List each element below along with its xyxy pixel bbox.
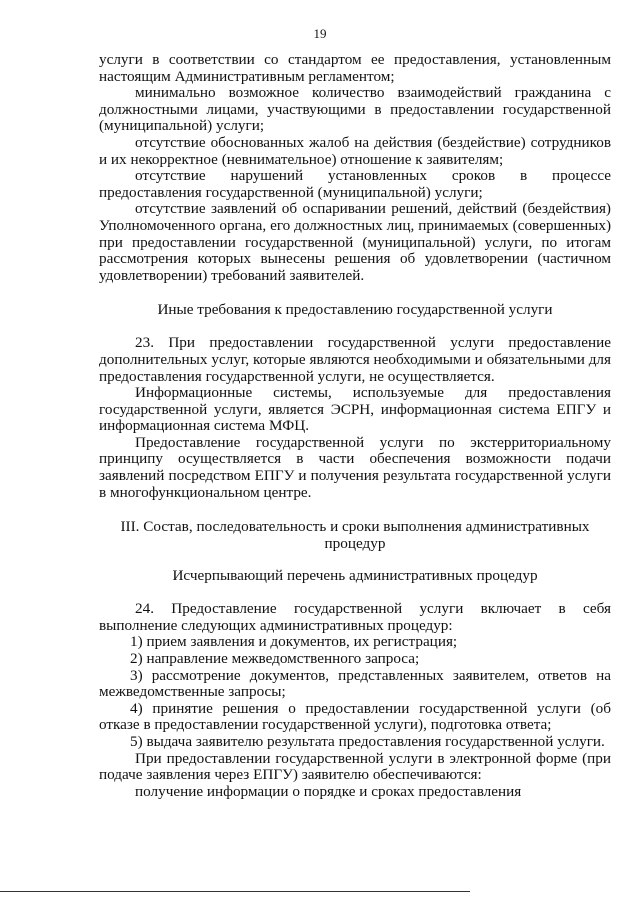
footer-rule	[0, 891, 470, 892]
document-body	[99, 52, 611, 800]
list-item: 4) принятие решения о предоставлении государственной услуги (об отказе в предоставлении государственной услуги), подготовка ответа;	[99, 699, 611, 734]
list-item: 2) направление межведомственного запроса;	[130, 650, 420, 668]
list-item: 5) выдача заявителю результата предоставления государственной услуги.	[130, 733, 605, 750]
paragraph: 23. При предоставлении государственной услуги предоставление дополнительных услуг, которые являются необходимыми и обязательными для предоставления государственной услуги, не осуществляется.	[99, 334, 611, 385]
list-item: 3) рассмотрение документов, представленных заявителем, ответов на межведомственные запросы;	[99, 666, 611, 701]
list-item: 1) прием заявления и документов, их регистрация;	[130, 633, 458, 651]
paragraph: получение информации о порядке и сроках предоставления	[135, 782, 522, 800]
paragraph: 24. Предоставление государственной услуги включает в себя выполнение следующих административных процедур:	[99, 600, 611, 634]
section-heading: Иные требования к предоставлению государственной услуги	[157, 301, 553, 319]
paragraph: минимально возможное количество взаимодействий гражданина с должностными лицами, участвующими в предоставлении государственной (муниципальной) услуги;	[99, 84, 611, 135]
paragraph: При предоставлении государственной услуги в электронной форме (при подаче заявления через ЕПГУ) заявителю обеспечиваются:	[99, 749, 611, 784]
paragraph: Информационные системы, используемые для предоставления государственной услуги, является ЭСРН, информационная система ЕПГУ и информационная система МФЦ.	[99, 384, 611, 435]
paragraph: отсутствие заявлений об оспаривании решений, действий (бездействия) Уполномоченного органа, его должностных лиц, принимаемых (совершенных) при предоставлении государственной (муниципальной) услуги, по итогам рассмотрения которых вынесены решения об удовлетворении (частичном удовлетворении) требований заявителей.	[99, 200, 611, 284]
section-heading: Исчерпывающий перечень административных процедур	[172, 567, 538, 585]
page-number: 19	[313, 26, 327, 41]
paragraph: отсутствие нарушений установленных сроков в процессе предоставления государственной (муниципальной) услуги;	[99, 167, 611, 201]
paragraph: Предоставление государственной услуги по экстерриториальному принципу осуществляется в части обеспечения возможности подачи заявлений посредством ЕПГУ и получения результата государственной услуги в многофункциональном центре.	[99, 433, 611, 501]
chapter-heading: III. Состав, последовательность и сроки выполнения административных процедур	[120, 518, 590, 553]
paragraph: услуги в соответствии со стандартом ее предоставления, установленным настоящим Административным регламентом;	[99, 51, 611, 85]
paragraph: отсутствие обоснованных жалоб на действия (бездействие) сотрудников и их некорректное (невнимательное) отношение к заявителям;	[99, 133, 611, 168]
